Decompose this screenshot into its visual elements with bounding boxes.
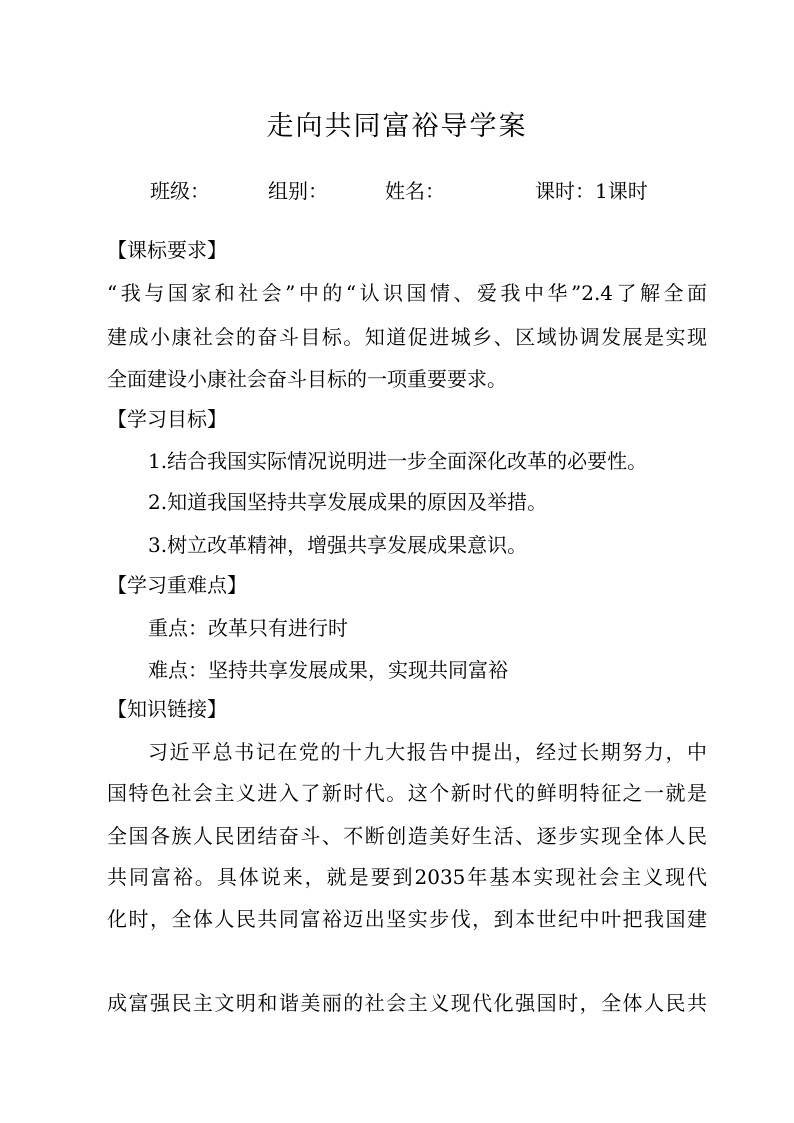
paragraph-line: 共同富裕。具体说来，就是要到2035年基本实现社会主义现代 [107,865,707,889]
paragraph-line: 全国各族人民团结奋斗、不断创造美好生活、逐步实现全体人民 [107,824,707,848]
paragraph-line: 全面建设小康社会奋斗目标的一项重要要求。 [107,367,507,391]
section-heading-objectives: 【学习目标】 [107,407,227,431]
focus-point: 重点：改革只有进行时 [148,616,348,640]
difficulty-point: 难点：坚持共享发展成果，实现共同富裕 [148,658,508,682]
class-label: 班级： [150,179,210,203]
section-heading-knowledge: 【知识链接】 [107,697,227,721]
period-label: 课时：1课时 [535,179,648,203]
section-heading-key-points: 【学习重难点】 [107,573,247,597]
name-label: 姓名： [385,179,445,203]
list-item: 3.树立改革精神，增强共享发展成果意识。 [148,533,528,557]
paragraph-line: 成富强民主文明和谐美丽的社会主义现代化强国时，全体人民共 [107,991,707,1015]
section-heading-standards: 【课标要求】 [107,238,227,262]
group-label: 组别： [268,179,328,203]
paragraph-line: 建成小康社会的奋斗目标。知道促进城乡、区域协调发展是实现 [107,325,707,349]
paragraph-line: 国特色社会主义进入了新时代。这个新时代的鲜明特征之一就是 [107,781,707,805]
paragraph-line: “我与国家和社会”中的“认识国情、爱我中华”2.4了解全面 [107,281,707,305]
paragraph-line: 化时，全体人民共同富裕迈出坚实步伐，到本世纪中叶把我国建 [107,907,707,931]
list-item: 1.结合我国实际情况说明进一步全面深化改革的必要性。 [148,449,648,473]
page-title: 走向共同富裕导学案 [266,111,528,142]
paragraph-line: 习近平总书记在党的十九大报告中提出，经过长期努力，中 [148,740,707,764]
list-item: 2.知道我国坚持共享发展成果的原因及举措。 [148,490,548,514]
